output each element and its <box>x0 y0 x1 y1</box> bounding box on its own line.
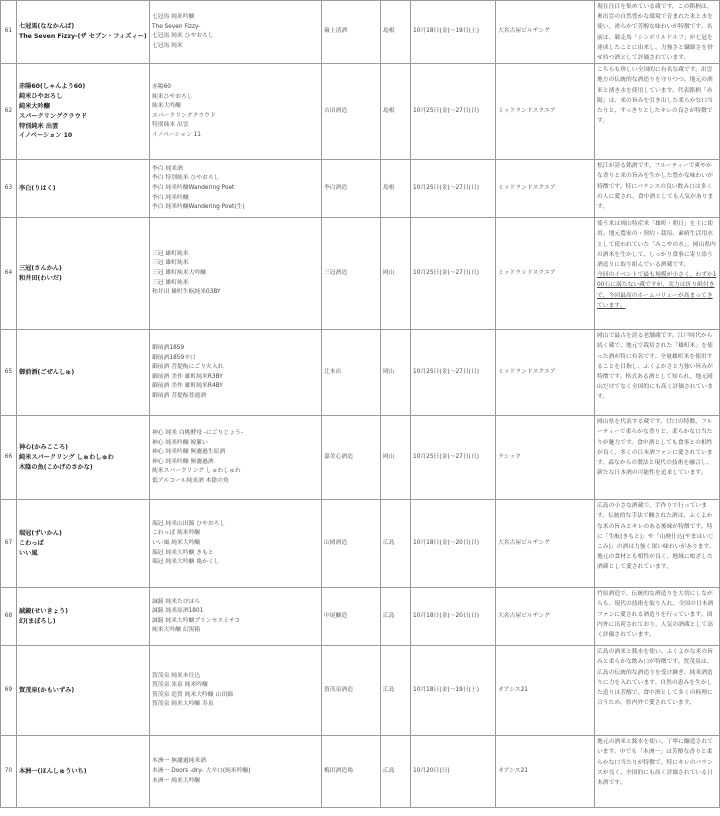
brand-name: 和井田(わいだ) <box>19 274 62 282</box>
date-cell: 10月25日(金)〜27日(日) <box>411 64 496 160</box>
brand-name-cell <box>17 218 150 330</box>
date-cell: 10月20日(日) <box>411 736 496 808</box>
brewery-cell: 賀茂泉酒造 <box>322 646 381 736</box>
brewery-cell: 吉田酒造 <box>322 64 381 160</box>
venue-cell: ミッドランドスクエア <box>496 64 595 160</box>
product-name: 神心 純米吟醸 無濾過生原酒 <box>152 449 226 456</box>
product-name: 本洲一 純米大吟醸 <box>152 777 201 784</box>
product-name: 低アルコール純米酒 木陰の魚 <box>152 477 229 484</box>
venue-cell: 大名古屋ビルヂング <box>496 500 595 588</box>
table-row <box>1 500 720 588</box>
venue-cell: 大名古屋ビルヂング <box>496 1 595 64</box>
product-name: イノベーション 11 <box>152 131 201 138</box>
description-cell <box>595 416 720 500</box>
product-name: 李白 純米吟醸Wandering Poet <box>152 184 235 191</box>
brand-name: こわっぱ <box>19 539 44 547</box>
product-name: 三冠 雄町純米大吟醸 <box>152 269 207 276</box>
row-number-cell: 68 <box>1 588 17 646</box>
brand-name: いい風 <box>19 549 38 557</box>
product-name: 純米スパークリング しゅわしゅわ <box>152 468 241 475</box>
product-name: 誠鏡 純米たけはら <box>152 598 201 605</box>
brand-name: 李白(りはく) <box>19 184 56 192</box>
description-cell <box>595 330 720 416</box>
row-number-cell: 66 <box>1 416 17 500</box>
products-cell <box>150 218 322 330</box>
product-name: 御前酒 菩提酛にごり火入れ <box>152 364 224 371</box>
prefecture-cell: 島根 <box>381 160 411 218</box>
description-highlight: 今回のイベントで最も規模が小さく、わずか100石に満たない蔵ですが、実力は折り紙付きで、今回最高のホームバリューが高まってきています。 <box>597 272 717 309</box>
product-name: 御前酒 菩提酛普通酒 <box>152 392 207 399</box>
date-cell: 10月18日(金)〜20日(日) <box>411 588 496 646</box>
table-body <box>1 1 720 808</box>
product-name: 純米大吟醸 幻黒箱 <box>152 627 201 634</box>
product-name: 瑞冠 純米大吟醸 亀かくし <box>152 559 220 566</box>
row-number-cell: 61 <box>1 1 17 64</box>
venue-cell: ミッドランドスクエア <box>496 160 595 218</box>
venue-cell: ミッドランドスクエア <box>496 218 595 330</box>
brand-name-cell <box>17 64 150 160</box>
row-number-cell: 70 <box>1 736 17 808</box>
brand-name: 特別純米 出雲 <box>19 122 59 130</box>
description-text: こちらも珍しい全国的に有名な蔵です。出雲地方の伝統的な酒造りを守りつつ、地元の酒米と湧き水を使用しています。代表銘柄「赤陽」は、米の旨みを引き出した柔らかな口当たりと、すっきりとしたキレの良さが特徴です。 <box>597 67 713 125</box>
product-name: 誠鏡 純米原酒1801 <box>152 608 204 615</box>
description-text: 使う米は岡山特産米「雄町・朝日」を主に使用。地元農家の・契約・栽培。素晴生活用水として使われていた「みこやの水」。岡山県内の酒米を生かして、しっかり食事に寄り添う酒造りに取り組んでいる酒蔵です。 <box>597 221 716 269</box>
product-name: 三冠 雄町純米 <box>152 250 189 257</box>
description-text: 岡山県を代表する蔵です。甘口の特徴、フルーティーで柔らかな香りと、柔らかな口当たりが魅力です。食中酒としても食事との相性が良く、多くの日本酒ファンに愛されています。森なからの製法と現代の技術を融合し、新たな日本酒の可能性を追求しています。 <box>597 419 713 477</box>
brand-name: 御前酒(ごぜんしゅ) <box>19 368 75 376</box>
brand-name: 赤陽60(しゃんよう60) <box>19 83 86 91</box>
brand-name: 神心(かみこころ) <box>19 444 68 452</box>
product-name: 李白 純米吟醸 <box>152 194 189 201</box>
table-row <box>1 646 720 736</box>
products-cell <box>150 330 322 416</box>
row-number-cell: 67 <box>1 500 17 588</box>
row-number-cell: 64 <box>1 218 17 330</box>
product-name: 七冠馬 純米 ひやおろし <box>152 33 214 40</box>
brewery-cell: 嘉美心酒造 <box>322 416 381 500</box>
brand-name: イノベーション 10 <box>19 132 73 140</box>
description-text: 広島の小さな酒蔵で、手作りで行っています。伝統的な手法で醸された酒は、ふくよかな米の旨みとキレのある後味が特徴です。特に「生酛(きもと)」や「山廃仕込(やまはいじこみ)」の酒は力強く深い味わいがあります。地元の食材とも相性が良く、地域に根ざした酒蔵として愛されています。 <box>597 503 715 571</box>
product-name: 赤陽60 <box>152 83 171 90</box>
date-cell: 10月25日(金)〜27日(日) <box>411 218 496 330</box>
products-cell <box>150 736 322 808</box>
brand-name: 三冠(さんかん) <box>19 264 62 272</box>
date-cell: 10月25日(金)〜27日(日) <box>411 416 496 500</box>
brewery-cell: 李白酒造 <box>322 160 381 218</box>
row-number-cell: 65 <box>1 330 17 416</box>
prefecture-cell: 広島 <box>381 588 411 646</box>
description-cell <box>595 736 720 808</box>
product-name: 瑞冠 純米大吟醸 きもと <box>152 549 214 556</box>
prefecture-cell: 岡山 <box>381 218 411 330</box>
table-row <box>1 736 720 808</box>
product-name: 賀茂泉 朱泉 純米吟醸 <box>152 682 208 689</box>
prefecture-cell: 岡山 <box>381 416 411 500</box>
date-cell: 10月18日(金)〜19日(土) <box>411 646 496 736</box>
venue-cell: オアシス21 <box>496 646 595 736</box>
brand-name-cell <box>17 646 150 736</box>
product-name: 賀茂泉 純米大吟醸 寿泉 <box>152 701 214 708</box>
date-cell: 10月25日(金)〜27日(日) <box>411 330 496 416</box>
row-number-cell: 69 <box>1 646 17 736</box>
venue-cell: 大名古屋ビルヂング <box>496 588 595 646</box>
product-name: 御前酒1859 <box>152 344 185 351</box>
brand-name: 本洲一(ほんしゅういち) <box>19 767 87 775</box>
venue-cell: ラシック <box>496 416 595 500</box>
description-text: 松江が誇る銘酒です。フルーティーで爽やかな香りと米の旨みを生かした豊かな味わいが特徴です。特にバランスの良い飲み口は多くの人に愛され、食中酒としても人気があります。 <box>597 163 714 211</box>
brand-name: 瑞冠(ずいかん) <box>19 530 62 538</box>
description-cell <box>595 646 720 736</box>
product-name: 神心 純米吟醸 無濾過酒 <box>152 458 214 465</box>
prefecture-cell: 広島 <box>381 500 411 588</box>
prefecture-cell: 広島 <box>381 646 411 736</box>
brand-name: 純米大吟醸 <box>19 102 50 110</box>
brand-name: 賀茂泉(かもいずみ) <box>19 686 75 694</box>
venue-cell: オアシス21 <box>496 736 595 808</box>
products-cell <box>150 646 322 736</box>
products-cell <box>150 416 322 500</box>
product-name: 神心 純米吟醸 嫁簾い <box>152 439 208 446</box>
product-name: 和井田 雄町生酛純米03BY <box>152 289 221 296</box>
brand-name-cell <box>17 330 150 416</box>
venue-cell: ミッドランドスクエア <box>496 330 595 416</box>
products-cell <box>150 588 322 646</box>
products-cell <box>150 500 322 588</box>
brewery-cell: 中尾醸造 <box>322 588 381 646</box>
product-name: いい風 純米大吟醸 <box>152 539 201 546</box>
product-name: 御前酒 美作 雄町純米R3BY <box>152 373 223 380</box>
product-name: 神心 純米 白桃酵母 -にごりじょう- <box>152 429 243 436</box>
table-row <box>1 588 720 646</box>
brand-name: 木陰の魚(こかげのさかな) <box>19 463 93 471</box>
brand-name: 七冠馬(ななかんば) <box>19 23 75 31</box>
product-name: 李白 純米酒 <box>152 165 183 172</box>
brand-name: 純米スパークリング しゅわしゅわ <box>19 453 114 461</box>
description-cell <box>595 64 720 160</box>
product-name: 七冠馬 純米 <box>152 42 183 49</box>
product-name: スパークリングクラウド <box>152 112 216 119</box>
prefecture-cell: 広島 <box>381 736 411 808</box>
product-name: 李白 特別純米 ひやおろし <box>152 175 220 182</box>
date-cell: 10月18日(金)〜20日(日) <box>411 500 496 588</box>
description-text: 竹原酒造で、伝統的な酒造りを大切にしながらも、現代の技術を取り入れ、全国の日本酒ファンに愛される酒造りを行っています。国内外に出荷されており、人気の酒蔵として高く評価されています。 <box>597 591 714 639</box>
table-row <box>1 218 720 330</box>
description-text: 現在注目を集めている蔵です。この銘柄は、奥出雲の自然豊かな環境で育まれた米と水を使い、滑らかで芳醇な味わいが特徴です。名前は、競走馬「シンボリルドルフ」が七冠を達成したことに由来し、力強さと繊細さを併せ持つ酒として評価されています。 <box>597 4 713 62</box>
product-name: 御前酒 美作 雄町純米R4BY <box>152 383 223 390</box>
brewery-cell: 山岡酒造 <box>322 500 381 588</box>
product-name: 御前酒1859辛口 <box>152 354 196 361</box>
brand-name: スパークリングクラウド <box>19 112 87 120</box>
description-cell <box>595 160 720 218</box>
brewery-cell: 三冠酒造 <box>322 218 381 330</box>
product-name: 純米大吟醸 <box>152 103 181 110</box>
table-row <box>1 160 720 218</box>
product-name: 瑞冠 純米山田錦 ひやおろし <box>152 520 226 527</box>
brand-name: The Seven Fizzy-(ザ セブン・フィズィー) <box>19 33 147 41</box>
brand-name: 幻(まぼろし) <box>19 617 56 625</box>
prefecture-cell: 島根 <box>381 64 411 160</box>
description-cell <box>595 588 720 646</box>
products-cell <box>150 160 322 218</box>
product-name: 李白 純米吟醸Wandering Poet(生) <box>152 204 245 211</box>
prefecture-cell: 岡山 <box>381 330 411 416</box>
description-cell <box>595 218 720 330</box>
table-row <box>1 1 720 64</box>
brewery-cell: 梅田酒造場 <box>322 736 381 808</box>
product-name: 七冠馬 純米吟醸 <box>152 13 195 20</box>
products-cell <box>150 1 322 64</box>
brand-name-cell <box>17 736 150 808</box>
row-number-cell: 62 <box>1 64 17 160</box>
product-name: 誠鏡 純米大吟醸プリンセスミチコ <box>152 617 241 624</box>
product-name: 三冠 雄町純米 <box>152 260 189 267</box>
prefecture-cell: 島根 <box>381 1 411 64</box>
brand-name-cell <box>17 500 150 588</box>
product-name: 純米ひやおろし <box>152 93 193 100</box>
description-text: 地元の酒米と銘水を使い、丁寧に醸造されています。中でも「本洲一」は芳醇な香りと柔らかな口当たりが特徴で、特にキレのバランスが良く、全国的にも高く評価されている日本酒です。 <box>597 739 713 787</box>
product-name: こわっぱ 純米吟醸 <box>152 530 201 537</box>
table-row <box>1 416 720 500</box>
product-name: 本洲一 無濾過純米酒 <box>152 758 207 765</box>
description-text: 広島の酒米と銘水を使い、ふくよかな米の旨みと柔らかな飲み口が特徴です。賀茂泉は、広島の伝統的な酒造りを受け継ぎ、純米酒造りに力を入れています。自然の恵みを生かした造りは芳醇で、食中酒として多くの料理に合うため、県内外で愛されています。 <box>597 649 713 707</box>
brand-name: 純米ひやおろし <box>19 93 63 101</box>
table-row <box>1 330 720 416</box>
products-cell <box>150 64 322 160</box>
brewery-cell: 簸上清酒 <box>322 1 381 64</box>
product-name: The Seven Fizzy- <box>152 23 201 30</box>
brand-name-cell <box>17 160 150 218</box>
description-cell <box>595 1 720 64</box>
brand-name-cell <box>17 1 150 64</box>
row-number-cell: 63 <box>1 160 17 218</box>
product-name: 賀茂泉 造賀 純米大吟醸 山田錦 <box>152 691 233 698</box>
product-name: 特別純米 出雲 <box>152 122 189 129</box>
date-cell: 10月25日(金)〜27日(日) <box>411 160 496 218</box>
brand-name-cell <box>17 416 150 500</box>
description-cell <box>595 500 720 588</box>
table-row <box>1 64 720 160</box>
brand-name-cell <box>17 588 150 646</box>
brewery-cell: 辻本店 <box>322 330 381 416</box>
brand-name: 誠鏡(せいきょう) <box>19 607 68 615</box>
date-cell: 10月18日(金)〜19日(土) <box>411 1 496 64</box>
product-name: 三冠 雄町純米 <box>152 279 189 286</box>
product-name: 本洲一 Doors -dry- 大辛口(純米吟醸) <box>152 767 251 774</box>
description-text: 岡山で最古を誇る老舗蔵です。江戸時代から続く蔵で、地元で栽培された「雄町米」を使った酒が特に有名です。全量雄町米を使用することを目指し、ふくよかさと力強い旨みが特徴です。格式ある酒として知られ、地元岡山だけでなく全国的にも高く評価されています。 <box>597 333 713 401</box>
product-name: 賀茂泉 純米本仕込 <box>152 672 201 679</box>
